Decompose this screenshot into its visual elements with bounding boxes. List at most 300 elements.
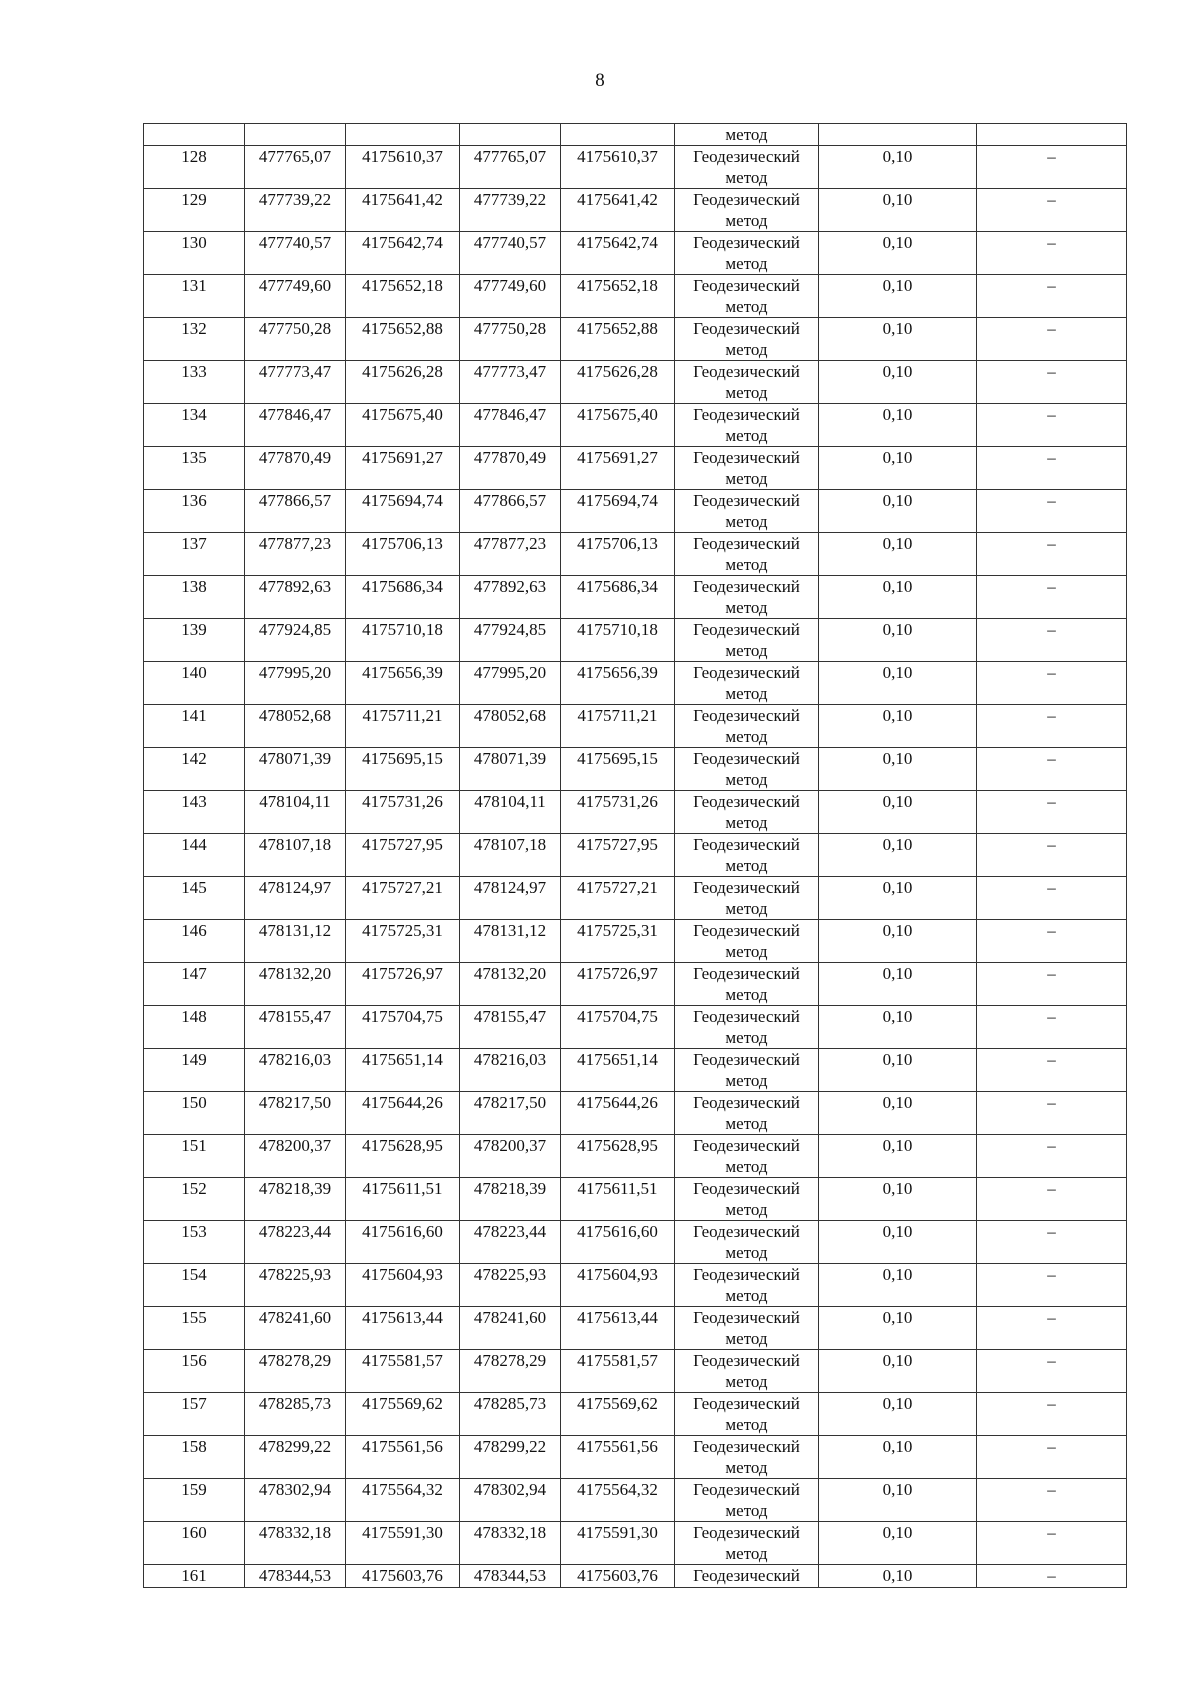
y-refined-cell: 4175656,39 xyxy=(561,662,675,705)
method-cell xyxy=(675,533,819,576)
note-cell: – xyxy=(977,963,1127,1006)
x-existing-cell: 478131,12 xyxy=(245,920,346,963)
y-refined-cell: 4175691,27 xyxy=(561,447,675,490)
x-refined-cell: 477773,47 xyxy=(460,361,561,404)
y-existing-cell: 4175731,26 xyxy=(346,791,460,834)
table-cell xyxy=(144,124,245,146)
y-existing-cell: 4175694,74 xyxy=(346,490,460,533)
y-refined-cell: 4175706,13 xyxy=(561,533,675,576)
y-existing-cell: 4175642,74 xyxy=(346,232,460,275)
y-existing-cell: 4175626,28 xyxy=(346,361,460,404)
y-refined-cell: 4175725,31 xyxy=(561,920,675,963)
accuracy-cell: 0,10 xyxy=(819,834,977,877)
table-cell xyxy=(819,124,977,146)
y-existing-cell: 4175644,26 xyxy=(346,1092,460,1135)
method-line-2: метод xyxy=(725,1243,768,1262)
method-line-1: Геодезический xyxy=(693,491,800,510)
y-existing-cell: 4175675,40 xyxy=(346,404,460,447)
x-existing-cell: 477750,28 xyxy=(245,318,346,361)
method-line-1: Геодезический xyxy=(693,1179,800,1198)
accuracy-cell: 0,10 xyxy=(819,877,977,920)
method-line-2: метод xyxy=(725,555,768,574)
x-refined-cell: 478344,53 xyxy=(460,1565,561,1588)
x-refined-cell: 478223,44 xyxy=(460,1221,561,1264)
table-cell xyxy=(977,124,1127,146)
x-refined-cell: 478124,97 xyxy=(460,877,561,920)
method-cell xyxy=(675,146,819,189)
accuracy-cell: 0,10 xyxy=(819,447,977,490)
y-existing-cell: 4175610,37 xyxy=(346,146,460,189)
point-number-cell: 136 xyxy=(144,490,245,533)
accuracy-cell: 0,10 xyxy=(819,232,977,275)
method-cell xyxy=(675,318,819,361)
note-cell: – xyxy=(977,1221,1127,1264)
method-cell xyxy=(675,275,819,318)
point-number-cell: 154 xyxy=(144,1264,245,1307)
method-line-1: Геодезический xyxy=(693,1265,800,1284)
x-existing-cell: 478200,37 xyxy=(245,1135,346,1178)
table-row xyxy=(144,318,1127,361)
method-line-1: Геодезический xyxy=(693,1480,800,1499)
method-line-1: Геодезический xyxy=(693,147,800,166)
y-existing-cell: 4175581,57 xyxy=(346,1350,460,1393)
y-existing-cell: 4175691,27 xyxy=(346,447,460,490)
method-cell xyxy=(675,1006,819,1049)
method-line-2: метод xyxy=(725,383,768,402)
x-existing-cell: 478124,97 xyxy=(245,877,346,920)
y-refined-cell: 4175610,37 xyxy=(561,146,675,189)
note-cell: – xyxy=(977,275,1127,318)
y-refined-cell: 4175603,76 xyxy=(561,1565,675,1588)
method-cell xyxy=(675,877,819,920)
y-existing-cell: 4175726,97 xyxy=(346,963,460,1006)
method-line-1: Геодезический xyxy=(693,1437,800,1456)
x-existing-cell: 478225,93 xyxy=(245,1264,346,1307)
y-refined-cell: 4175727,21 xyxy=(561,877,675,920)
note-cell: – xyxy=(977,1135,1127,1178)
x-existing-cell: 477773,47 xyxy=(245,361,346,404)
table-row xyxy=(144,146,1127,189)
point-number-cell: 145 xyxy=(144,877,245,920)
x-refined-cell: 478071,39 xyxy=(460,748,561,791)
point-number-cell: 148 xyxy=(144,1006,245,1049)
method-line-1: Геодезический xyxy=(693,1136,800,1155)
note-cell: – xyxy=(977,490,1127,533)
method-cell xyxy=(675,1479,819,1522)
point-number-cell: 129 xyxy=(144,189,245,232)
y-existing-cell: 4175603,76 xyxy=(346,1565,460,1588)
accuracy-cell: 0,10 xyxy=(819,1264,977,1307)
y-existing-cell: 4175591,30 xyxy=(346,1522,460,1565)
y-refined-cell: 4175561,56 xyxy=(561,1436,675,1479)
point-number-cell: 155 xyxy=(144,1307,245,1350)
x-existing-cell: 478071,39 xyxy=(245,748,346,791)
y-existing-cell: 4175704,75 xyxy=(346,1006,460,1049)
y-refined-cell: 4175641,42 xyxy=(561,189,675,232)
note-cell: – xyxy=(977,748,1127,791)
note-cell: – xyxy=(977,361,1127,404)
y-existing-cell: 4175651,14 xyxy=(346,1049,460,1092)
method-cell: метод xyxy=(675,124,819,146)
x-refined-cell: 477740,57 xyxy=(460,232,561,275)
x-existing-cell: 478155,47 xyxy=(245,1006,346,1049)
table-row xyxy=(144,662,1127,705)
note-cell: – xyxy=(977,791,1127,834)
method-line-2: метод xyxy=(725,684,768,703)
accuracy-cell: 0,10 xyxy=(819,404,977,447)
method-line-1: Геодезический xyxy=(693,1566,800,1585)
x-existing-cell: 477765,07 xyxy=(245,146,346,189)
y-existing-cell: 4175711,21 xyxy=(346,705,460,748)
point-number-cell: 158 xyxy=(144,1436,245,1479)
x-existing-cell: 478344,53 xyxy=(245,1565,346,1588)
x-existing-cell: 478104,11 xyxy=(245,791,346,834)
table-row xyxy=(144,1307,1127,1350)
method-line-2: метод xyxy=(725,899,768,918)
y-refined-cell: 4175686,34 xyxy=(561,576,675,619)
table-row xyxy=(144,404,1127,447)
method-line-1: Геодезический xyxy=(693,706,800,725)
x-refined-cell: 478132,20 xyxy=(460,963,561,1006)
point-number-cell: 137 xyxy=(144,533,245,576)
accuracy-cell: 0,10 xyxy=(819,1565,977,1588)
table-row xyxy=(144,1479,1127,1522)
note-cell: – xyxy=(977,318,1127,361)
y-refined-cell: 4175626,28 xyxy=(561,361,675,404)
method-line-2: метод xyxy=(725,856,768,875)
y-existing-cell: 4175611,51 xyxy=(346,1178,460,1221)
method-cell xyxy=(675,361,819,404)
note-cell: – xyxy=(977,146,1127,189)
method-cell xyxy=(675,1049,819,1092)
table-row xyxy=(144,1006,1127,1049)
method-cell xyxy=(675,189,819,232)
x-refined-cell: 478131,12 xyxy=(460,920,561,963)
accuracy-cell: 0,10 xyxy=(819,576,977,619)
y-refined-cell: 4175652,18 xyxy=(561,275,675,318)
accuracy-cell: 0,10 xyxy=(819,275,977,318)
method-line-2: метод xyxy=(725,211,768,230)
x-refined-cell: 478302,94 xyxy=(460,1479,561,1522)
note-cell: – xyxy=(977,662,1127,705)
table-row xyxy=(144,1436,1127,1479)
y-refined-cell: 4175581,57 xyxy=(561,1350,675,1393)
point-number-cell: 140 xyxy=(144,662,245,705)
method-cell xyxy=(675,1350,819,1393)
x-refined-cell: 478299,22 xyxy=(460,1436,561,1479)
table-cell xyxy=(245,124,346,146)
method-line-1: Геодезический xyxy=(693,1007,800,1026)
table-row xyxy=(144,447,1127,490)
method-line-2: метод xyxy=(725,340,768,359)
y-existing-cell: 4175652,18 xyxy=(346,275,460,318)
x-existing-cell: 477877,23 xyxy=(245,533,346,576)
y-existing-cell: 4175710,18 xyxy=(346,619,460,662)
table-cell xyxy=(346,124,460,146)
x-existing-cell: 478218,39 xyxy=(245,1178,346,1221)
method-cell xyxy=(675,232,819,275)
note-cell: – xyxy=(977,1307,1127,1350)
note-cell: – xyxy=(977,447,1127,490)
method-cell xyxy=(675,791,819,834)
y-existing-cell: 4175686,34 xyxy=(346,576,460,619)
method-line-2: метод xyxy=(725,1071,768,1090)
table-row xyxy=(144,1092,1127,1135)
method-line-1: Геодезический xyxy=(693,319,800,338)
point-number-cell: 156 xyxy=(144,1350,245,1393)
note-cell: – xyxy=(977,1393,1127,1436)
table-row xyxy=(144,748,1127,791)
point-number-cell: 132 xyxy=(144,318,245,361)
method-cell xyxy=(675,576,819,619)
method-line-1: Геодезический xyxy=(693,276,800,295)
method-line-1: Геодезический xyxy=(693,534,800,553)
note-cell: – xyxy=(977,1436,1127,1479)
y-refined-cell: 4175564,32 xyxy=(561,1479,675,1522)
x-existing-cell: 478285,73 xyxy=(245,1393,346,1436)
x-refined-cell: 477892,63 xyxy=(460,576,561,619)
y-refined-cell: 4175604,93 xyxy=(561,1264,675,1307)
y-existing-cell: 4175569,62 xyxy=(346,1393,460,1436)
table-row xyxy=(144,1522,1127,1565)
method-line-1: Геодезический xyxy=(693,878,800,897)
table-row xyxy=(144,877,1127,920)
point-number-cell: 159 xyxy=(144,1479,245,1522)
accuracy-cell: 0,10 xyxy=(819,748,977,791)
point-number-cell: 151 xyxy=(144,1135,245,1178)
method-line-2: метод xyxy=(725,1157,768,1176)
note-cell: – xyxy=(977,877,1127,920)
method-cell xyxy=(675,1135,819,1178)
x-refined-cell: 477739,22 xyxy=(460,189,561,232)
note-cell: – xyxy=(977,1092,1127,1135)
note-cell: – xyxy=(977,1522,1127,1565)
y-refined-cell: 4175642,74 xyxy=(561,232,675,275)
method-line-1: Геодезический xyxy=(693,835,800,854)
x-existing-cell: 478332,18 xyxy=(245,1522,346,1565)
note-cell: – xyxy=(977,232,1127,275)
method-line-2: метод xyxy=(725,942,768,961)
x-refined-cell: 478200,37 xyxy=(460,1135,561,1178)
method-cell xyxy=(675,1307,819,1350)
x-existing-cell: 478052,68 xyxy=(245,705,346,748)
note-cell: – xyxy=(977,834,1127,877)
table-cell xyxy=(460,124,561,146)
x-refined-cell: 478155,47 xyxy=(460,1006,561,1049)
method-line-1: Геодезический xyxy=(693,190,800,209)
method-cell xyxy=(675,705,819,748)
x-existing-cell: 478107,18 xyxy=(245,834,346,877)
y-existing-cell: 4175616,60 xyxy=(346,1221,460,1264)
point-number-cell: 144 xyxy=(144,834,245,877)
method-line-1: Геодезический xyxy=(693,1093,800,1112)
y-existing-cell: 4175706,13 xyxy=(346,533,460,576)
table-row xyxy=(144,1221,1127,1264)
method-line-1: Геодезический xyxy=(693,577,800,596)
y-refined-cell: 4175704,75 xyxy=(561,1006,675,1049)
method-line-2: метод xyxy=(725,1458,768,1477)
method-line-2: метод xyxy=(725,1329,768,1348)
table-row xyxy=(144,361,1127,404)
y-refined-cell: 4175675,40 xyxy=(561,404,675,447)
method-cell xyxy=(675,963,819,1006)
y-existing-cell: 4175656,39 xyxy=(346,662,460,705)
y-refined-cell: 4175694,74 xyxy=(561,490,675,533)
y-refined-cell: 4175726,97 xyxy=(561,963,675,1006)
method-cell xyxy=(675,1393,819,1436)
y-existing-cell: 4175725,31 xyxy=(346,920,460,963)
accuracy-cell: 0,10 xyxy=(819,963,977,1006)
x-refined-cell: 477749,60 xyxy=(460,275,561,318)
accuracy-cell: 0,10 xyxy=(819,1178,977,1221)
accuracy-cell: 0,10 xyxy=(819,1135,977,1178)
y-refined-cell: 4175611,51 xyxy=(561,1178,675,1221)
x-refined-cell: 477877,23 xyxy=(460,533,561,576)
point-number-cell: 131 xyxy=(144,275,245,318)
accuracy-cell: 0,10 xyxy=(819,1092,977,1135)
y-existing-cell: 4175628,95 xyxy=(346,1135,460,1178)
x-refined-cell: 478225,93 xyxy=(460,1264,561,1307)
accuracy-cell: 0,10 xyxy=(819,791,977,834)
y-refined-cell: 4175711,21 xyxy=(561,705,675,748)
method-cell xyxy=(675,1221,819,1264)
note-cell: – xyxy=(977,1264,1127,1307)
y-existing-cell: 4175727,21 xyxy=(346,877,460,920)
accuracy-cell: 0,10 xyxy=(819,619,977,662)
method-cell xyxy=(675,834,819,877)
y-refined-cell: 4175616,60 xyxy=(561,1221,675,1264)
point-number-cell: 142 xyxy=(144,748,245,791)
method-line-1: Геодезический xyxy=(693,1351,800,1370)
y-existing-cell: 4175727,95 xyxy=(346,834,460,877)
method-line-2: метод xyxy=(725,1544,768,1563)
method-line-2: метод xyxy=(725,1114,768,1133)
accuracy-cell: 0,10 xyxy=(819,705,977,748)
method-line-2: метод xyxy=(725,297,768,316)
method-line-2: метод xyxy=(725,168,768,187)
note-cell: – xyxy=(977,1350,1127,1393)
x-existing-cell: 477870,49 xyxy=(245,447,346,490)
point-number-cell: 161 xyxy=(144,1565,245,1588)
accuracy-cell: 0,10 xyxy=(819,361,977,404)
y-existing-cell: 4175613,44 xyxy=(346,1307,460,1350)
point-number-cell: 160 xyxy=(144,1522,245,1565)
table-row xyxy=(144,920,1127,963)
x-existing-cell: 478132,20 xyxy=(245,963,346,1006)
coordinates-table xyxy=(143,123,1127,1588)
method-line-2: метод xyxy=(725,254,768,273)
note-cell: – xyxy=(977,920,1127,963)
method-line-1: Геодезический xyxy=(693,233,800,252)
y-refined-cell: 4175710,18 xyxy=(561,619,675,662)
x-refined-cell: 478241,60 xyxy=(460,1307,561,1350)
method-cell xyxy=(675,920,819,963)
point-number-cell: 128 xyxy=(144,146,245,189)
y-refined-cell: 4175644,26 xyxy=(561,1092,675,1135)
x-existing-cell: 477740,57 xyxy=(245,232,346,275)
table-row xyxy=(144,232,1127,275)
x-refined-cell: 478218,39 xyxy=(460,1178,561,1221)
note-cell: – xyxy=(977,1479,1127,1522)
table-row xyxy=(144,275,1127,318)
point-number-cell: 130 xyxy=(144,232,245,275)
accuracy-cell: 0,10 xyxy=(819,662,977,705)
y-refined-cell: 4175652,88 xyxy=(561,318,675,361)
x-refined-cell: 478332,18 xyxy=(460,1522,561,1565)
note-cell: – xyxy=(977,189,1127,232)
method-line-2: метод xyxy=(725,598,768,617)
x-existing-cell: 477892,63 xyxy=(245,576,346,619)
method-cell xyxy=(675,1565,819,1588)
x-existing-cell: 477846,47 xyxy=(245,404,346,447)
method-line-1: Геодезический xyxy=(693,792,800,811)
y-existing-cell: 4175564,32 xyxy=(346,1479,460,1522)
method-line-1: Геодезический xyxy=(693,1222,800,1241)
method-cell xyxy=(675,1264,819,1307)
method-cell xyxy=(675,1092,819,1135)
y-refined-cell: 4175727,95 xyxy=(561,834,675,877)
x-refined-cell: 478217,50 xyxy=(460,1092,561,1135)
method-line-1: Геодезический xyxy=(693,1394,800,1413)
method-line-1: Геодезический xyxy=(693,964,800,983)
method-line-2: метод xyxy=(725,641,768,660)
method-cell xyxy=(675,490,819,533)
note-cell: – xyxy=(977,1565,1127,1588)
y-refined-cell: 4175569,62 xyxy=(561,1393,675,1436)
point-number-cell: 138 xyxy=(144,576,245,619)
point-number-cell: 141 xyxy=(144,705,245,748)
method-line-1: Геодезический xyxy=(693,1523,800,1542)
method-line-1: Геодезический xyxy=(693,921,800,940)
table-row xyxy=(144,1135,1127,1178)
method-cell xyxy=(675,404,819,447)
x-existing-cell: 477749,60 xyxy=(245,275,346,318)
x-existing-cell: 477924,85 xyxy=(245,619,346,662)
accuracy-cell: 0,10 xyxy=(819,1350,977,1393)
x-refined-cell: 478107,18 xyxy=(460,834,561,877)
y-refined-cell: 4175591,30 xyxy=(561,1522,675,1565)
y-refined-cell: 4175628,95 xyxy=(561,1135,675,1178)
x-existing-cell: 478278,29 xyxy=(245,1350,346,1393)
accuracy-cell: 0,10 xyxy=(819,1393,977,1436)
y-refined-cell: 4175613,44 xyxy=(561,1307,675,1350)
accuracy-cell: 0,10 xyxy=(819,1221,977,1264)
method-line-2: метод xyxy=(725,727,768,746)
method-line-2: метод xyxy=(725,512,768,531)
accuracy-cell: 0,10 xyxy=(819,533,977,576)
note-cell: – xyxy=(977,576,1127,619)
x-refined-cell: 477765,07 xyxy=(460,146,561,189)
method-line-2: метод xyxy=(725,1286,768,1305)
table-row xyxy=(144,533,1127,576)
x-refined-cell: 477924,85 xyxy=(460,619,561,662)
table-row xyxy=(144,619,1127,662)
method-line-2: метод xyxy=(725,1501,768,1520)
method-line-2: метод xyxy=(725,469,768,488)
accuracy-cell: 0,10 xyxy=(819,490,977,533)
table-row xyxy=(144,490,1127,533)
y-existing-cell: 4175561,56 xyxy=(346,1436,460,1479)
x-existing-cell: 478217,50 xyxy=(245,1092,346,1135)
method-line-2: метод xyxy=(725,1028,768,1047)
note-cell: – xyxy=(977,1049,1127,1092)
x-existing-cell: 478216,03 xyxy=(245,1049,346,1092)
accuracy-cell: 0,10 xyxy=(819,146,977,189)
method-line-1: Геодезический xyxy=(693,663,800,682)
x-refined-cell: 477846,47 xyxy=(460,404,561,447)
method-line-1: Геодезический xyxy=(693,405,800,424)
x-refined-cell: 477995,20 xyxy=(460,662,561,705)
